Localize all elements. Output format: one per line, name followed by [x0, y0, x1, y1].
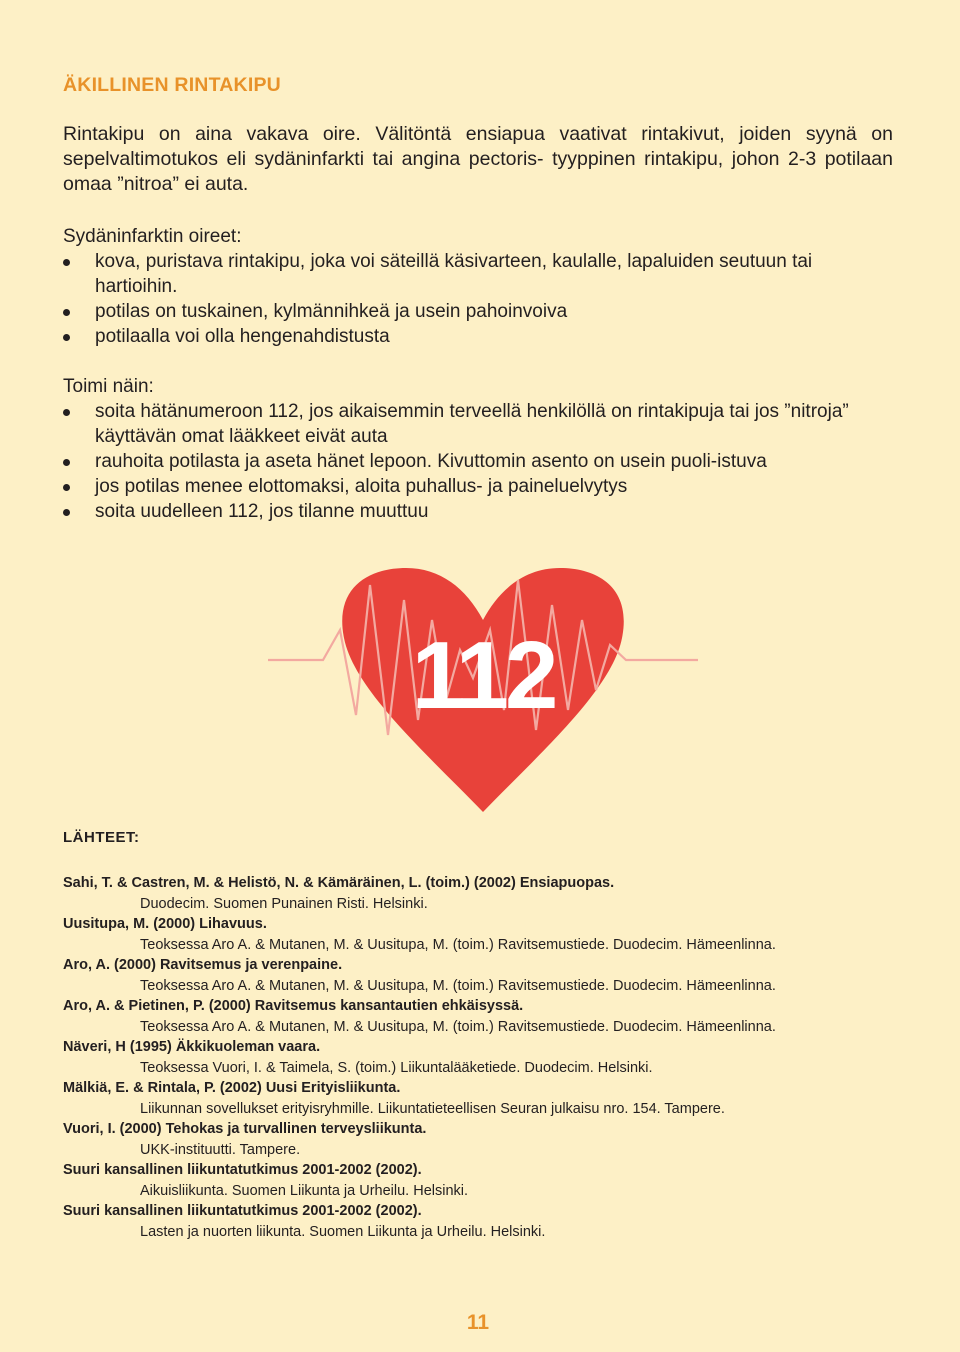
list-item: kova, puristava rintakipu, joka voi säteillä käsivarteen, kaulalle, lapaluiden seutuun tai hartioihin.: [63, 249, 863, 299]
references-heading: LÄHTEET:: [63, 829, 140, 846]
heart-number: 112: [411, 622, 555, 729]
list-item: Näveri, H (1995) Äkkikuoleman vaara. Teoksessa Vuori, I. & Taimela, S. (toim.) Liikuntalääketiede. Duodecim. Helsinki.: [63, 1039, 653, 1076]
actions-heading: Toimi näin:: [63, 376, 154, 397]
intro-paragraph: Rintakipu on aina vakava oire. Välitöntä ensiapua vaativat rintakivut, joiden syynä on sepelvaltimotukos eli sydäninfarkti tai angina pectoris- tyyppinen rintakipu, johon 2-3 potilaan omaa ”nitroa” ei auta.: [63, 123, 893, 195]
heart-112-image: [268, 560, 698, 820]
list-item: potilas on tuskainen, kylmännihkeä ja usein pahoinvoiva: [63, 299, 863, 324]
list-item: potilaalla voi olla hengenahdistusta: [63, 324, 863, 349]
symptoms-heading: Sydäninfarktin oireet:: [63, 226, 242, 247]
bullet-icon: [63, 259, 70, 266]
list-item: jos potilas menee elottomaksi, aloita puhallus- ja paineluelvytys: [63, 474, 863, 499]
list-item: soita uudelleen 112, jos tilanne muuttuu: [63, 499, 863, 524]
page-title: ÄKILLINEN RINTAKIPU: [63, 74, 281, 96]
list-item: Mälkiä, E. & Rintala, P. (2002) Uusi Erityisliikunta. Liikunnan sovellukset erityisryhmille. Liikuntatieteellisen Seuran julkaisu nro. 154. Tampere.: [63, 1080, 725, 1117]
actions-list: [63, 399, 863, 524]
bullet-icon: [63, 309, 70, 316]
list-item: Vuori, I. (2000) Tehokas ja turvallinen terveysliikunta. UKK-instituutti. Tampere.: [63, 1121, 427, 1158]
bullet-icon: [63, 409, 70, 416]
symptoms-list: [63, 249, 863, 349]
bullet-icon: [63, 334, 70, 341]
bullet-icon: [63, 509, 70, 516]
list-item: Suuri kansallinen liikuntatutkimus 2001-2002 (2002). Aikuisliikunta. Suomen Liikunta ja Urheilu. Helsinki.: [63, 1162, 469, 1199]
references-list: [63, 873, 863, 1242]
list-item: Aro, A. & Pietinen, P. (2000) Ravitsemus kansantautien ehkäisyssä. Teoksessa Aro A. & Mutanen, M. & Uusitupa, M. (toim.) Ravitsemustiede. Duodecim. Hämeenlinna.: [63, 998, 776, 1035]
list-item: rauhoita potilasta ja aseta hänet lepoon. Kivuttomin asento on usein puoli-istuva: [63, 449, 863, 474]
list-item: Uusitupa, M. (2000) Lihavuus. Teoksessa Aro A. & Mutanen, M. & Uusitupa, M. (toim.) Ravitsemustiede. Duodecim. Hämeenlinna.: [63, 916, 776, 953]
list-item: soita hätänumeroon 112, jos aikaisemmin terveellä henkilöllä on rintakipuja tai jos ”nitroja” käyttävän omat lääkkeet eivät auta: [63, 399, 863, 449]
emergency-heart-graphic: [268, 560, 698, 820]
bullet-icon: [63, 484, 70, 491]
list-item: Sahi, T. & Castren, M. & Helistö, N. & Kämäräinen, L. (toim.) (2002) Ensiapuopas. Duodecim. Suomen Punainen Risti. Helsinki.: [63, 875, 615, 912]
list-item: Suuri kansallinen liikuntatutkimus 2001-2002 (2002). Lasten ja nuorten liikunta. Suomen Liikunta ja Urheilu. Helsinki.: [63, 1203, 546, 1240]
page-number: 11: [466, 1311, 490, 1334]
list-item: Aro, A. (2000) Ravitsemus ja verenpaine. Teoksessa Aro A. & Mutanen, M. & Uusitupa, M. (toim.) Ravitsemustiede. Duodecim. Hämeenlinna.: [63, 957, 776, 994]
bullet-icon: [63, 459, 70, 466]
